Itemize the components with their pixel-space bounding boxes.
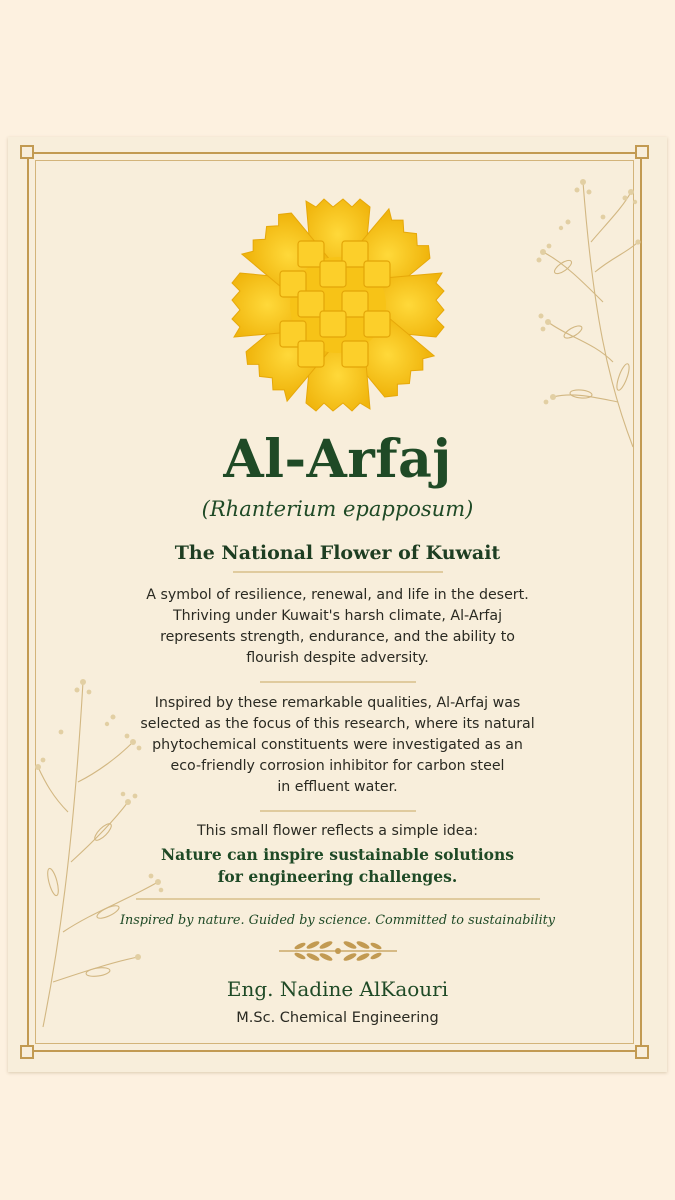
paragraph-line: flourish despite adversity. [246,650,429,666]
arfaj-flower-emblem-icon [222,189,454,421]
paragraph-line: phytochemical constituents were investigated as an [152,737,523,753]
paragraph-line: eco-friendly corrosion inhibitor for carbon steel [170,758,505,774]
paragraph-line: A symbol of resilience, renewal, and life in the desert. [146,587,529,603]
divider-line [136,898,540,900]
paragraph-line: Inspired by these remarkable qualities, Al-Arfaj was [154,695,521,711]
paragraph-line: This small flower reflects a simple idea: [197,823,478,839]
frame-corner-bottom-right [635,1045,649,1059]
paragraph-idea [8,821,667,842]
frame-corner-top-right [635,145,649,159]
laurel-branch-icon [271,937,405,965]
paragraph-line: in effluent water. [277,779,398,795]
page-title: Al-Arfaj [223,429,452,490]
emphasis-statement [8,844,667,888]
divider-line [260,810,416,812]
subtitle: The National Flower of Kuwait [174,542,501,564]
author-name: Eng. Nadine AlKaouri [226,977,449,1001]
scientific-name: (Rhanterium epapposum) [201,497,474,521]
paragraph-research [8,693,667,798]
emphasis-line: for engineering challenges. [217,867,458,886]
paragraph-line: Thriving under Kuwait's harsh climate, Al-Arfaj [172,608,503,624]
divider-line [233,571,443,573]
motto-tagline: Inspired by nature. Guided by science. Committed to sustainability [119,913,556,928]
poster-card [8,137,667,1072]
emphasis-line: Nature can inspire sustainable solutions [161,845,514,864]
frame-corner-top-left [20,145,34,159]
author-degree: M.Sc. Chemical Engineering [236,1010,439,1026]
frame-corner-bottom-left [20,1045,34,1059]
paragraph-line: represents strength, endurance, and the ability to [160,629,515,645]
paragraph-line: selected as the focus of this research, where its natural [140,716,535,732]
paragraph-symbol [8,585,667,669]
wildflower-sprig-icon [513,162,643,452]
divider-line [260,681,416,683]
